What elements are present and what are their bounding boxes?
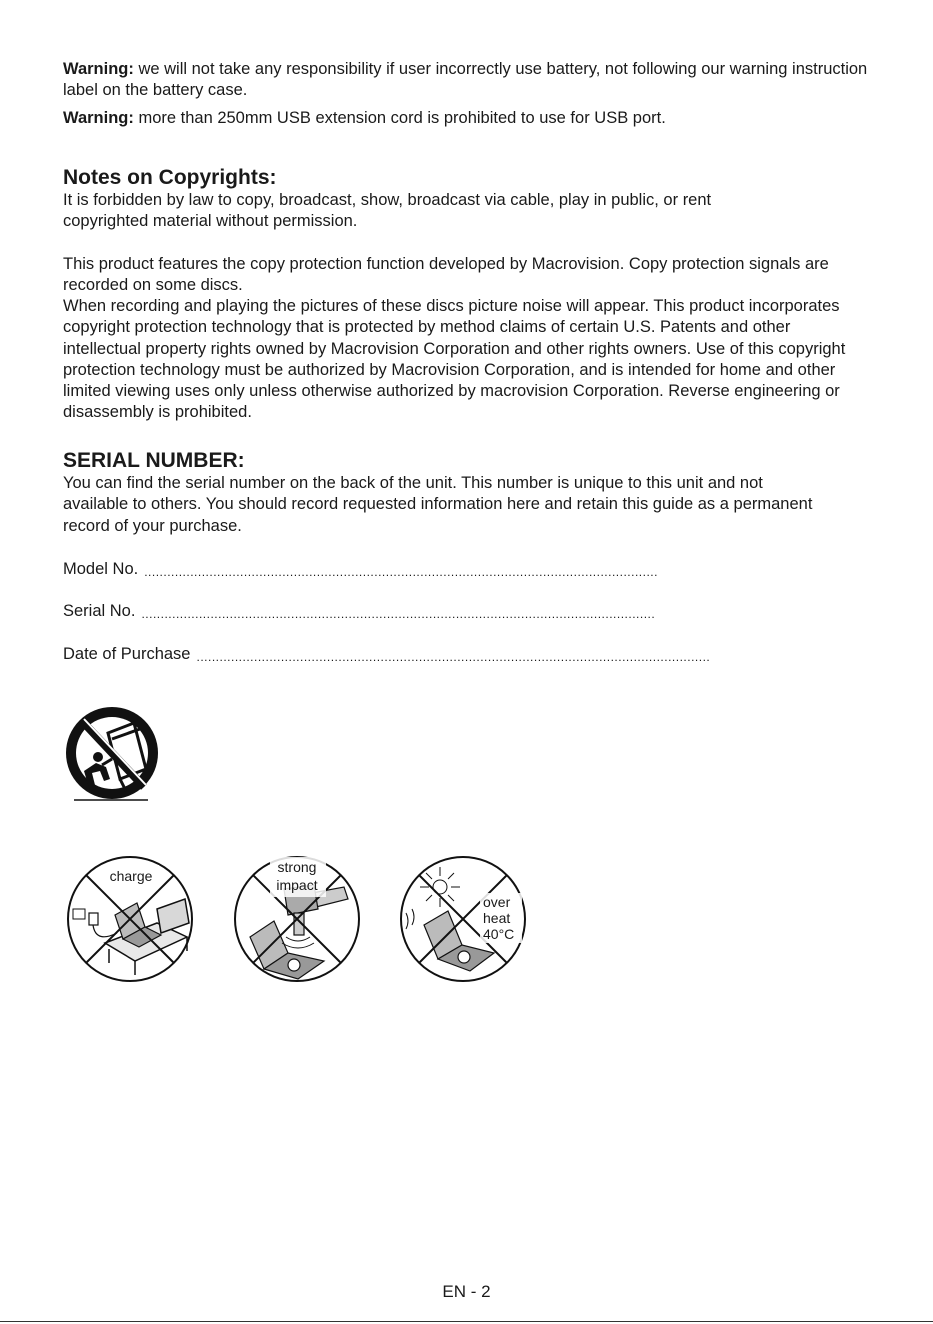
heat-label-line-3: 40°C <box>483 926 515 942</box>
copyrights-heading: Notes on Copyrights: <box>63 166 277 189</box>
date-of-purchase-field[interactable] <box>63 644 711 665</box>
bottom-rule <box>0 1321 933 1322</box>
copyrights-text: This product features the copy protection function developed by Macrovision. Copy protection signals are recorded on some discs. <box>63 255 829 295</box>
field-dots: ...................................................................................................................................... <box>141 607 656 621</box>
impact-label-line-2: impact <box>276 877 318 893</box>
field-label: Serial No. <box>63 602 136 620</box>
charge-label: charge <box>109 868 153 884</box>
no-charge-in-bed-icon <box>65 853 195 985</box>
copyrights-text: When recording and playing the pictures of these discs picture noise will appear. This product incorporates copyright protection technology that is protected by method claims of certain U.S. Patents and other intellectual property rights owned by Macrovision Corporation and other rights owners. Use of this copyright protection technology must be authorized by Macrovision Corporation, and is intended for home and other limited viewing uses only unless otherwise authorized by macrovision Corporation. Reverse engineering or disassembly is prohibited. <box>63 297 846 422</box>
usb-warning <box>63 108 873 129</box>
model-number-field[interactable] <box>63 559 658 580</box>
page-number: EN - 2 <box>442 1282 491 1301</box>
serial-number-heading: SERIAL NUMBER: <box>63 449 245 472</box>
battery-warning <box>63 59 873 102</box>
field-label: Date of Purchase <box>63 645 191 663</box>
no-overheat-icon <box>398 853 528 985</box>
serial-number-field[interactable] <box>63 601 656 622</box>
copyrights-paragraph-2 <box>63 254 833 297</box>
field-label: Model No. <box>63 560 139 578</box>
serial-number-paragraph <box>63 473 823 537</box>
warning-text: we will not take any responsibility if user incorrectly use battery, not following our warning instruction label on the battery case. <box>63 60 868 100</box>
copyrights-text: It is forbidden by law to copy, broadcast, show, broadcast via cable, play in public, or rent copyrighted material without permission. <box>63 191 712 231</box>
warning-text: more than 250mm USB extension cord is prohibited to use for USB port. <box>133 109 666 127</box>
no-strong-impact-icon <box>232 853 362 985</box>
field-dots: ...................................................................................................................................... <box>144 565 658 579</box>
serial-number-text: You can find the serial number on the back of the unit. This number is unique to this unit and not available to others. You should record requested information here and retain this guide as a permanent record of your purchase. <box>63 474 813 535</box>
field-dots: ...................................................................................................................................... <box>196 650 711 664</box>
heat-label-line-2: heat <box>483 910 511 926</box>
warning-label: Warning: <box>63 60 134 78</box>
copyrights-paragraph-1 <box>63 190 793 233</box>
cart-tip-over-warning-icon <box>62 705 162 803</box>
copyrights-paragraph-3 <box>63 296 871 424</box>
warning-label: Warning: <box>63 109 134 127</box>
impact-label-line-1: strong <box>277 859 317 875</box>
heat-label-line-1: over <box>483 894 511 910</box>
